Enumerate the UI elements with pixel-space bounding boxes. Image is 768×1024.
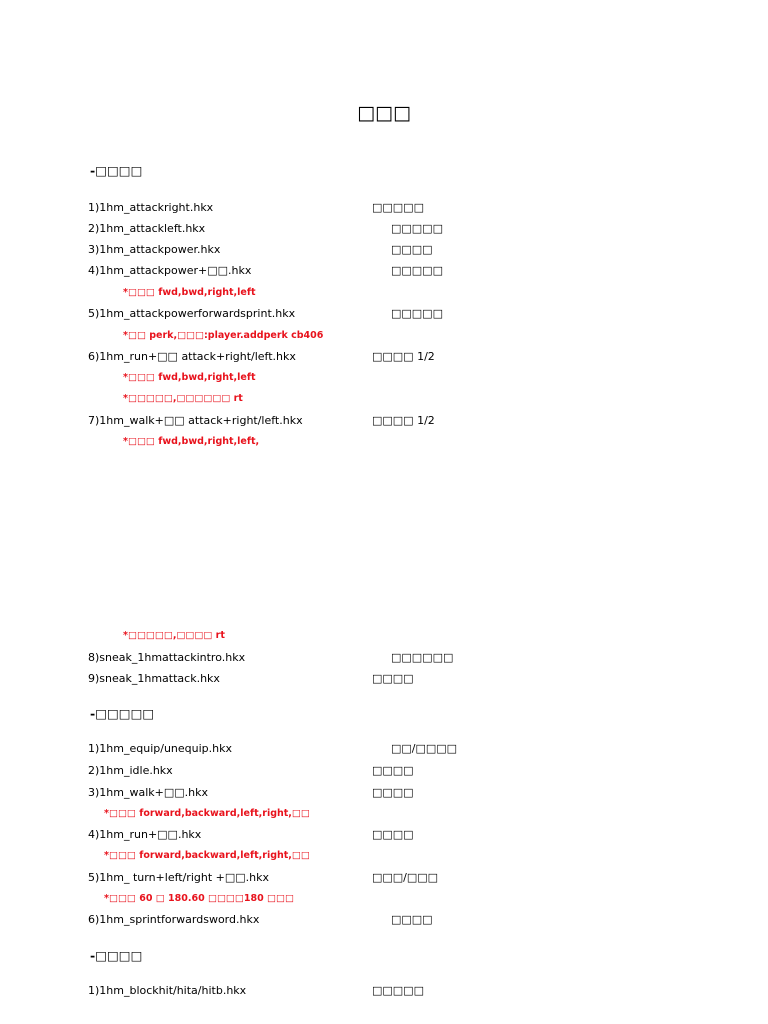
animation-description: □□□□	[372, 786, 414, 799]
animation-file-name: 1)1hm_blockhit/hita/hitb.hkx	[88, 984, 247, 997]
usage-note: *□□□□□,□□□□ rt	[123, 630, 225, 641]
animation-file-name: 3)1hm_attackpower.hkx	[88, 243, 221, 256]
animation-description: □□□/□□□	[372, 871, 439, 884]
animation-file-name: 1)1hm_attackright.hkx	[88, 201, 214, 214]
list-item	[88, 413, 748, 429]
direction-note: *□□□ forward,backward,left,right,□□	[104, 808, 310, 819]
list-item	[88, 671, 748, 687]
perk-note: *□□ perk,□□□:player.addperk cb406	[123, 330, 324, 341]
list-item	[88, 306, 748, 322]
animation-file-name: 4)1hm_run+□□.hkx	[88, 828, 202, 841]
animation-description: □□□□□	[372, 201, 424, 214]
direction-note: *□□□ fwd,bwd,right,left	[123, 372, 256, 383]
animation-description: □□□□□	[391, 264, 443, 277]
animation-description: □□□□	[391, 913, 433, 926]
usage-note: *□□□□□,□□□□□□ rt	[123, 393, 243, 404]
list-item	[88, 263, 748, 279]
direction-note: *□□□ fwd,bwd,right,left,	[123, 436, 260, 447]
list-item	[88, 242, 748, 258]
section-heading-attacks: -□□□□	[90, 163, 143, 178]
list-item	[88, 349, 748, 365]
animation-file-name: 2)1hm_idle.hkx	[88, 764, 173, 777]
animation-description: □□□□ 1/2	[372, 414, 435, 427]
animation-file-name: 1)1hm_equip/unequip.hkx	[88, 742, 232, 755]
section-heading-movement: -□□□□□	[90, 706, 155, 721]
turn-angle-note: *□□□ 60 □ 180.60 □□□□180 □□□	[104, 893, 294, 904]
animation-description: □□/□□□□	[391, 742, 458, 755]
animation-file-name: 6)1hm_sprintforwardsword.hkx	[88, 913, 260, 926]
animation-file-name: 8)sneak_1hmattackintro.hkx	[88, 651, 246, 664]
section-heading-block: -□□□□	[90, 948, 143, 963]
animation-file-name: 2)1hm_attackleft.hkx	[88, 222, 206, 235]
list-item	[88, 650, 748, 666]
animation-file-name: 5)1hm_attackpowerforwardsprint.hkx	[88, 307, 296, 320]
animation-description: □□□□	[372, 764, 414, 777]
animation-file-name: 6)1hm_run+□□ attack+right/left.hkx	[88, 350, 296, 363]
list-item	[88, 870, 748, 886]
animation-description: □□□□□	[391, 307, 443, 320]
animation-file-name: 5)1hm_ turn+left/right +□□.hkx	[88, 871, 269, 884]
list-item	[88, 741, 748, 757]
list-item	[88, 763, 748, 779]
list-item	[88, 983, 748, 999]
animation-file-name: 7)1hm_walk+□□ attack+right/left.hkx	[88, 414, 303, 427]
animation-description: □□□□ 1/2	[372, 350, 435, 363]
direction-note: *□□□ forward,backward,left,right,□□	[104, 850, 310, 861]
direction-note: *□□□ fwd,bwd,right,left	[123, 287, 256, 298]
animation-description: □□□□□	[391, 222, 443, 235]
animation-file-name: 4)1hm_attackpower+□□.hkx	[88, 264, 252, 277]
list-item	[88, 200, 748, 216]
list-item	[88, 785, 748, 801]
page-title: □□□	[357, 102, 411, 124]
animation-description: □□□□□□	[391, 651, 454, 664]
animation-file-name: 3)1hm_walk+□□.hkx	[88, 786, 208, 799]
animation-file-name: 9)sneak_1hmattack.hkx	[88, 672, 220, 685]
animation-description: □□□□□	[372, 984, 424, 997]
animation-description: □□□□	[391, 243, 433, 256]
animation-description: □□□□	[372, 672, 414, 685]
list-item	[88, 827, 748, 843]
list-item	[88, 912, 748, 928]
list-item	[88, 221, 748, 237]
animation-description: □□□□	[372, 828, 414, 841]
